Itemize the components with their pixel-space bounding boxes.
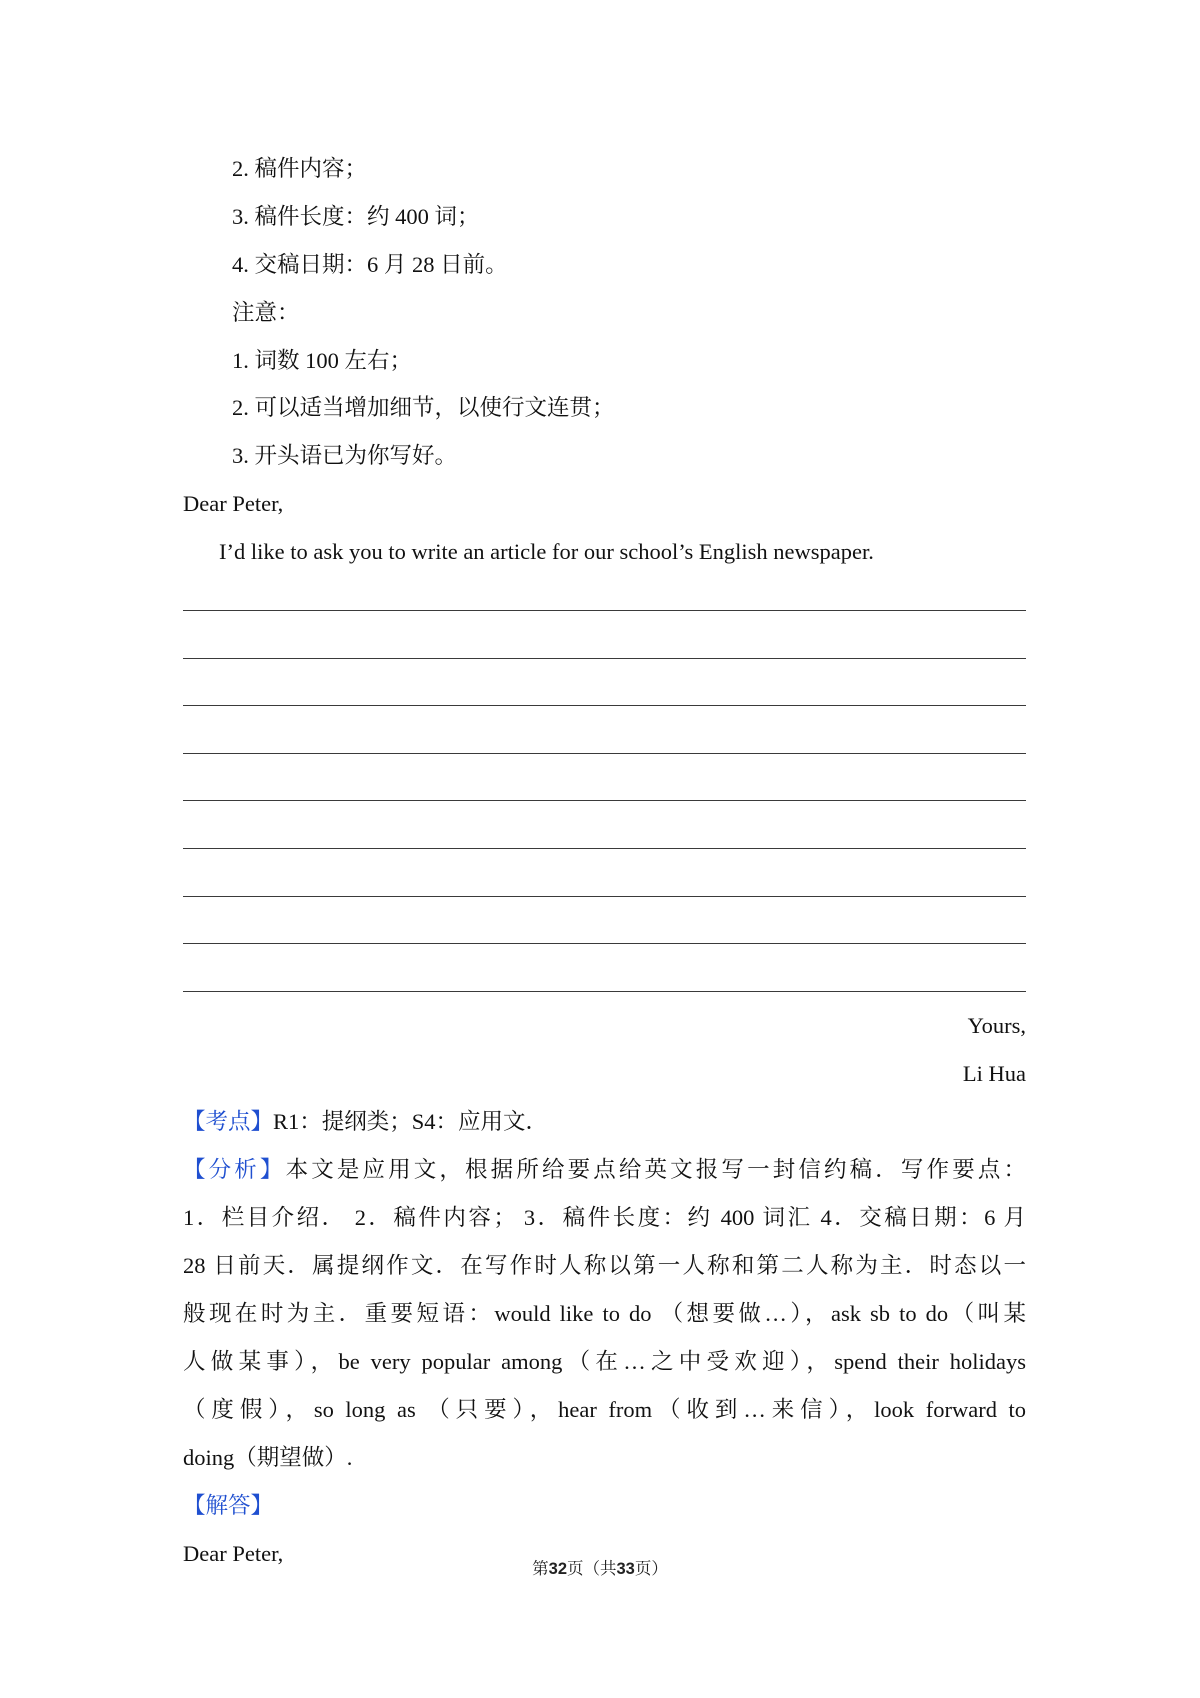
answer-line [183, 896, 1026, 897]
outline-item-4: 4. 交稿日期：6 月 28 日前。 [232, 252, 508, 277]
notes-title: 注意： [232, 300, 300, 325]
answer-line [183, 848, 1026, 849]
analysis-line-2: 1．栏目介绍． 2．稿件内容； 3．稿件长度：约 400 词汇 4．交稿日期：6 月 [183, 1205, 1026, 1230]
analysis-line-3: 28 日前天．属提纲作文．在写作时人称以第一人称和第二人称为主．时态以一 [183, 1253, 1026, 1278]
outline-item-2: 2. 稿件内容； [232, 156, 368, 181]
answer-salutation: Dear Peter, [183, 1541, 284, 1566]
letter-signature: Li Hua [962, 1061, 1026, 1086]
footer-page-number: 32 [548, 1560, 567, 1578]
footer-middle: 页（共 [567, 1559, 617, 1578]
footer-prefix: 第 [532, 1559, 549, 1578]
note-item-1: 1. 词数 100 左右； [232, 348, 413, 373]
footer-suffix: 页） [634, 1559, 668, 1578]
kaodian-label: 【考点】 [183, 1109, 274, 1134]
answer-line [183, 800, 1026, 801]
page-footer [0, 1558, 1200, 1580]
kaodian-row [183, 1107, 548, 1137]
jieda-label: 【解答】 [183, 1493, 274, 1518]
answer-line [183, 753, 1026, 754]
answer-line [183, 991, 1026, 992]
answer-line [183, 658, 1026, 659]
answer-line [183, 610, 1026, 611]
answer-line [183, 705, 1026, 706]
analysis-line-6: （度假），so long as （只要），hear from（收到…来信），look forward to [183, 1397, 1026, 1422]
note-item-2: 2. 可以适当增加细节，以使行文连贯； [232, 395, 615, 420]
kaodian-text: R1：提纲类；S4：应用文． [273, 1109, 549, 1134]
fenxi-label: 【分析】 [183, 1157, 286, 1182]
note-item-3: 3. 开头语已为你写好。 [232, 443, 458, 468]
letter-opening: I’d like to ask you to write an article for our school’s English newspaper. [219, 539, 874, 564]
footer-total-pages: 33 [616, 1560, 635, 1578]
outline-item-3: 3. 稿件长度：约 400 词； [232, 204, 480, 229]
analysis-line-7: doing（期望做）. [183, 1445, 353, 1470]
answer-line [183, 943, 1026, 944]
letter-salutation: Dear Peter, [183, 491, 284, 516]
analysis-line-4: 般现在时为主．重要短语：would like to do （想要做…），ask sb to do（叫某 [183, 1301, 1026, 1326]
analysis-text-1: 本文是应用文，根据所给要点给英文报写一封信约稿．写作要点： [285, 1157, 1026, 1182]
analysis-line-1 [183, 1155, 1026, 1185]
analysis-line-5: 人做某事），be very popular among（在…之中受欢迎），spend their holidays [183, 1349, 1026, 1374]
letter-closing: Yours, [967, 1013, 1026, 1038]
